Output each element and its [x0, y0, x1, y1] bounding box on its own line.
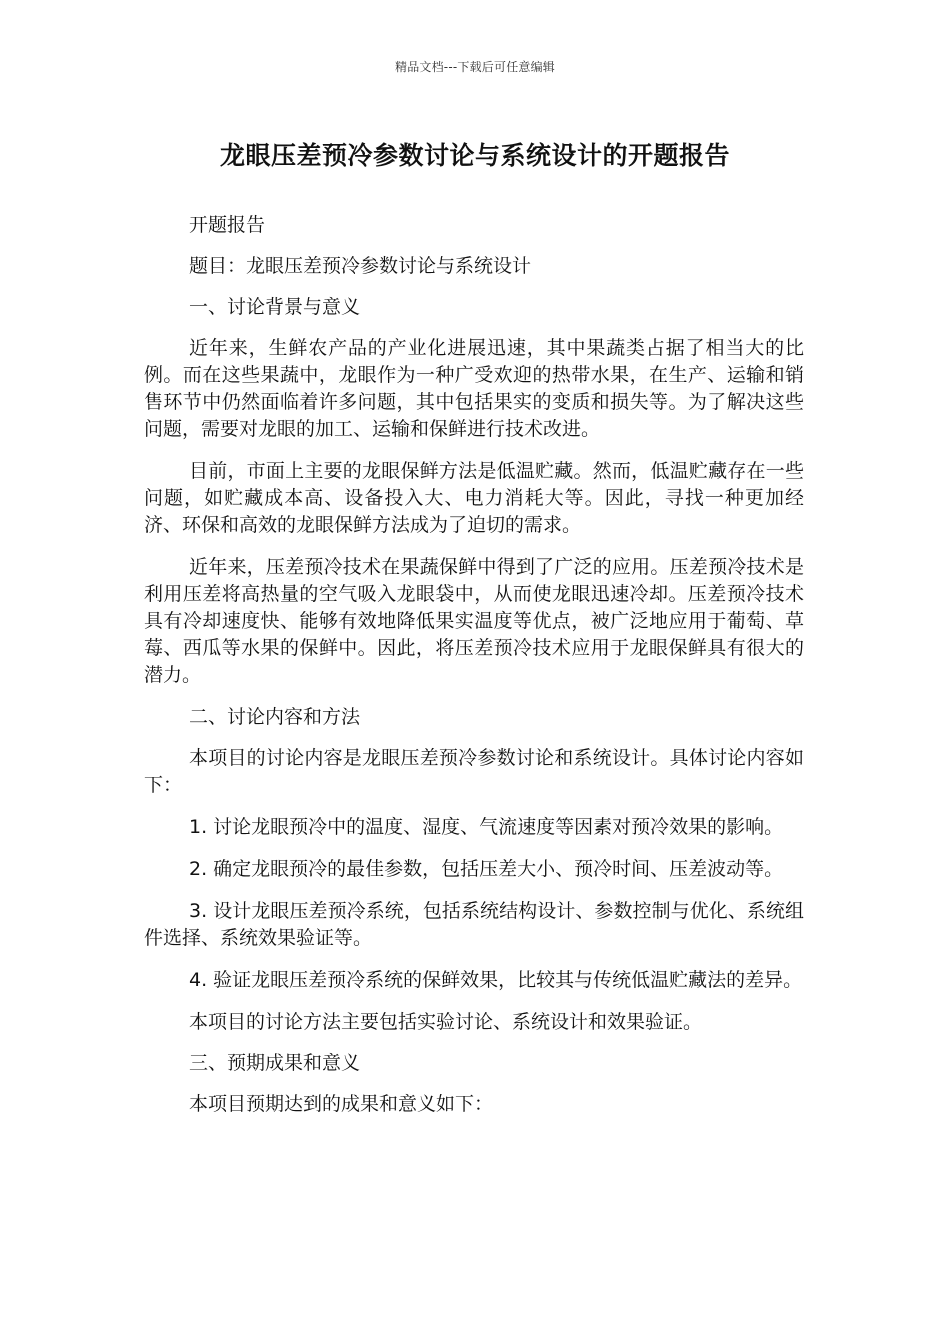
body-paragraph: 本项目的讨论内容是龙眼压差预冷参数讨论和系统设计。具体讨论内容如下： [144, 747, 804, 796]
topic-line: 题目：龙眼压差预冷参数讨论与系统设计 [189, 255, 532, 277]
body-paragraph: 目前，市面上主要的龙眼保鲜方法是低温贮藏。然而，低温贮藏存在一些问题，如贮藏成本高、设备投入大、电力消耗大等。因此，寻找一种更加经济、环保和高效的龙眼保鲜方法成为了迫切的需求。 [144, 460, 804, 536]
list-item: 2. 确定龙眼预冷的最佳参数，包括压差大小、预冷时间、压差波动等。 [189, 858, 784, 880]
body-paragraph: 近年来，压差预冷技术在果蔬保鲜中得到了广泛的应用。压差预冷技术是利用压差将高热量的空气吸入龙眼袋中，从而使龙眼迅速冷却。压差预冷技术具有冷却速度快、能够有效地降低果实温度等优点，被广泛地应用于葡萄、草莓、西瓜等水果的保鲜中。因此，将压差预冷技术应用于龙眼保鲜具有很大的潜力。 [144, 556, 804, 686]
report-label: 开题报告 [189, 214, 266, 236]
section-heading-outcomes: 三、预期成果和意义 [189, 1052, 361, 1074]
document-title: 龙眼压差预冷参数讨论与系统设计的开题报告 [219, 141, 730, 170]
list-item: 1. 讨论龙眼预冷中的温度、湿度、气流速度等因素对预冷效果的影响。 [189, 816, 784, 838]
section-heading-content: 二、讨论内容和方法 [189, 706, 361, 728]
body-paragraph: 本项目预期达到的成果和意义如下： [189, 1093, 494, 1115]
body-paragraph: 近年来，生鲜农产品的产业化进展迅速，其中果蔬类占据了相当大的比例。而在这些果蔬中，龙眼作为一种广受欢迎的热带水果，在生产、运输和销售环节中仍然面临着许多问题，其中包括果实的变质和损失等。为了解决这些问题，需要对龙眼的加工、运输和保鲜进行技术改进。 [144, 337, 804, 440]
body-paragraph: 本项目的讨论方法主要包括实验讨论、系统设计和效果验证。 [189, 1011, 703, 1033]
document-body [144, 212, 804, 1132]
section-heading-background: 一、讨论背景与意义 [189, 296, 361, 318]
list-item: 3. 设计龙眼压差预冷系统，包括系统结构设计、参数控制与优化、系统组件选择、系统效果验证等。 [144, 900, 804, 949]
header-note: 精品文档---下载后可任意编辑 [395, 60, 555, 74]
list-item: 4. 验证龙眼压差预冷系统的保鲜效果，比较其与传统低温贮藏法的差异。 [189, 969, 803, 991]
